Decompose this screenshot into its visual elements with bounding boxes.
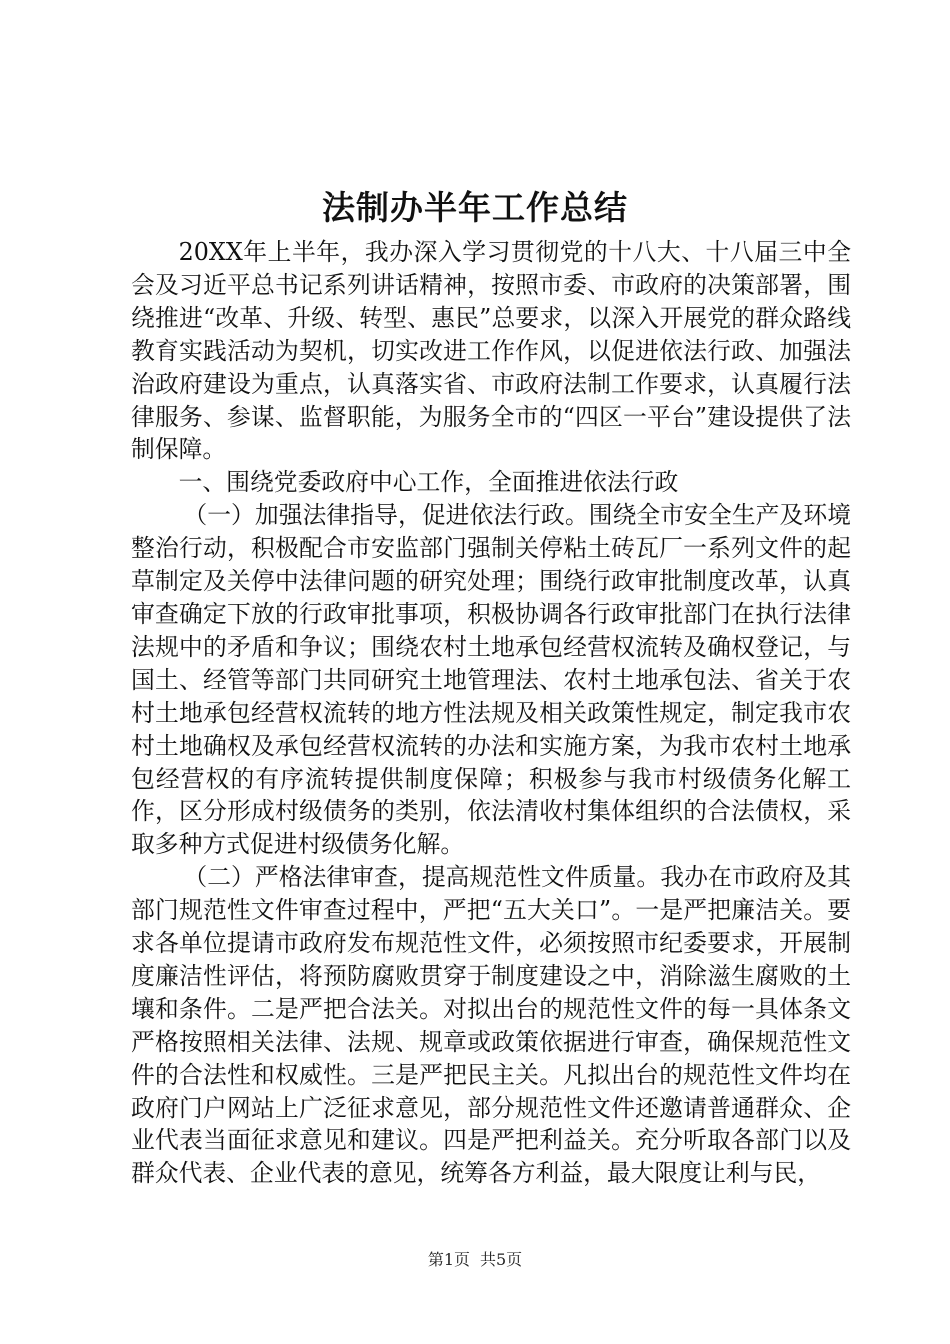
page-number-current: 第1页 <box>427 1250 470 1269</box>
page-number-total: 共5页 <box>480 1250 523 1269</box>
page-footer <box>0 1248 950 1272</box>
intro-paragraph: 20XX年上半年，我办深入学习贯彻党的十八大、十八届三中全会及习近平总书记系列讲话精神，按照市委、市政府的决策部署，围绕推进“改革、升级、转型、惠民”总要求，以深入开展党的群众路线教育实践活动为契机，切实改进工作作风，以促进依法行政、加强法治政府建设为重点，认真落实省、市政府法制工作要求，认真履行法律服务、参谋、监督职能，为服务全市的“四区一平台”建设提供了法制保障。 <box>131 238 851 464</box>
subsection-paragraph-1: （一）加强法律指导，促进依法行政。围绕全市安全生产及环境整治行动，积极配合市安监部门强制关停粘土砖瓦厂一系列文件的起草制定及关停中法律问题的研究处理；围绕行政审批制度改革，认真审查确定下放的行政审批事项，积极协调各行政审批部门在执行法律法规中的矛盾和争议；围绕农村土地承包经营权流转及确权登记，与国土、经管等部门共同研究土地管理法、农村土地承包法、省关于农村土地承包经营权流转的地方性法规及相关政策性规定，制定我市农村土地确权及承包经营权流转的办法和实施方案，为我市农村土地承包经营权的有序流转提供制度保障；积极参与我市村级债务化解工作，区分形成村级债务的类别，依法清收村集体组织的合法债权，采取多种方式促进村级债务化解。 <box>131 501 851 859</box>
document-body <box>131 236 851 1190</box>
document-title: 法制办半年工作总结 <box>322 188 628 227</box>
subsection-paragraph-2: （二）严格法律审查，提高规范性文件质量。我办在市政府及其部门规范性文件审查过程中，严把“五大关口”。一是严把廉洁关。要求各单位提请市政府发布规范性文件，必须按照市纪委要求，开展制度廉洁性评估，将预防腐败贯穿于制度建设之中，消除滋生腐败的土壤和条件。二是严把合法关。对拟出台的规范性文件的每一具体条文严格按照相关法律、法规、规章或政策依据进行审查，确保规范性文件的合法性和权威性。三是严把民主关。凡拟出台的规范性文件均在政府门户网站上广泛征求意见，部分规范性文件还邀请普通群众、企业代表当面征求意见和建议。四是严把利益关。充分听取各部门以及群众代表、企业代表的意见，统筹各方利益，最大限度让利与民， <box>131 863 851 1188</box>
section-heading-1: 一、围绕党委政府中心工作，全面推进依法行政 <box>178 468 679 497</box>
